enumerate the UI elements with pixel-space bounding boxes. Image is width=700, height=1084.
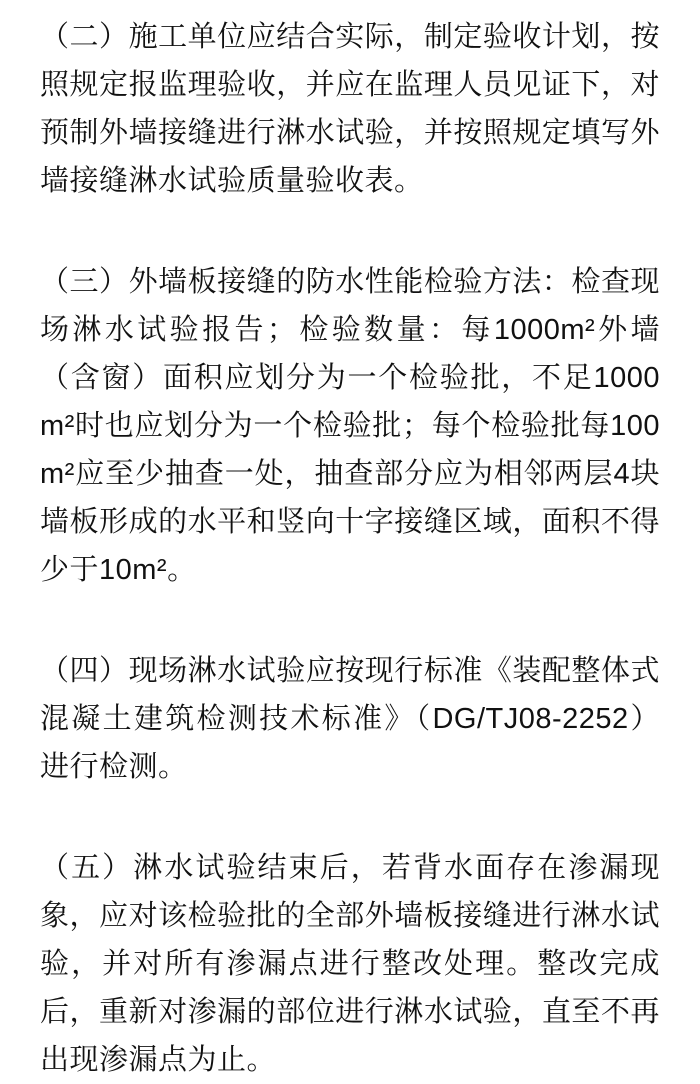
paragraph-item-2: （二）施工单位应结合实际，制定验收计划，按照规定报监理验收，并应在监理人员见证下，对预制外墙接缝进行淋水试验，并按照规定填写外墙接缝淋水试验质量验收表。 xyxy=(40,21,660,197)
paragraph-item-5: （五）淋水试验结束后，若背水面存在渗漏现象，应对该检验批的全部外墙板接缝进行淋水试验，并对所有渗漏点进行整改处理。整改完成后，重新对渗漏的部位进行淋水试验，直至不再出现渗漏点为止。 xyxy=(40,852,660,1076)
paragraph-item-4: （四）现场淋水试验应按现行标准《装配整体式混凝土建筑检测技术标准》（DG/TJ08-2252）进行检测。 xyxy=(40,655,660,783)
paragraph-item-3: （三）外墙板接缝的防水性能检验方法：检查现场淋水试验报告；检验数量：每1000m²外墙（含窗）面积应划分为一个检验批，不足1000m²时也应划分为一个检验批；每个检验批每100m²应至少抽查一处，抽查部分应为相邻两层4块墙板形成的水平和竖向十字接缝区域，面积不得少于10m²。 xyxy=(40,266,660,586)
